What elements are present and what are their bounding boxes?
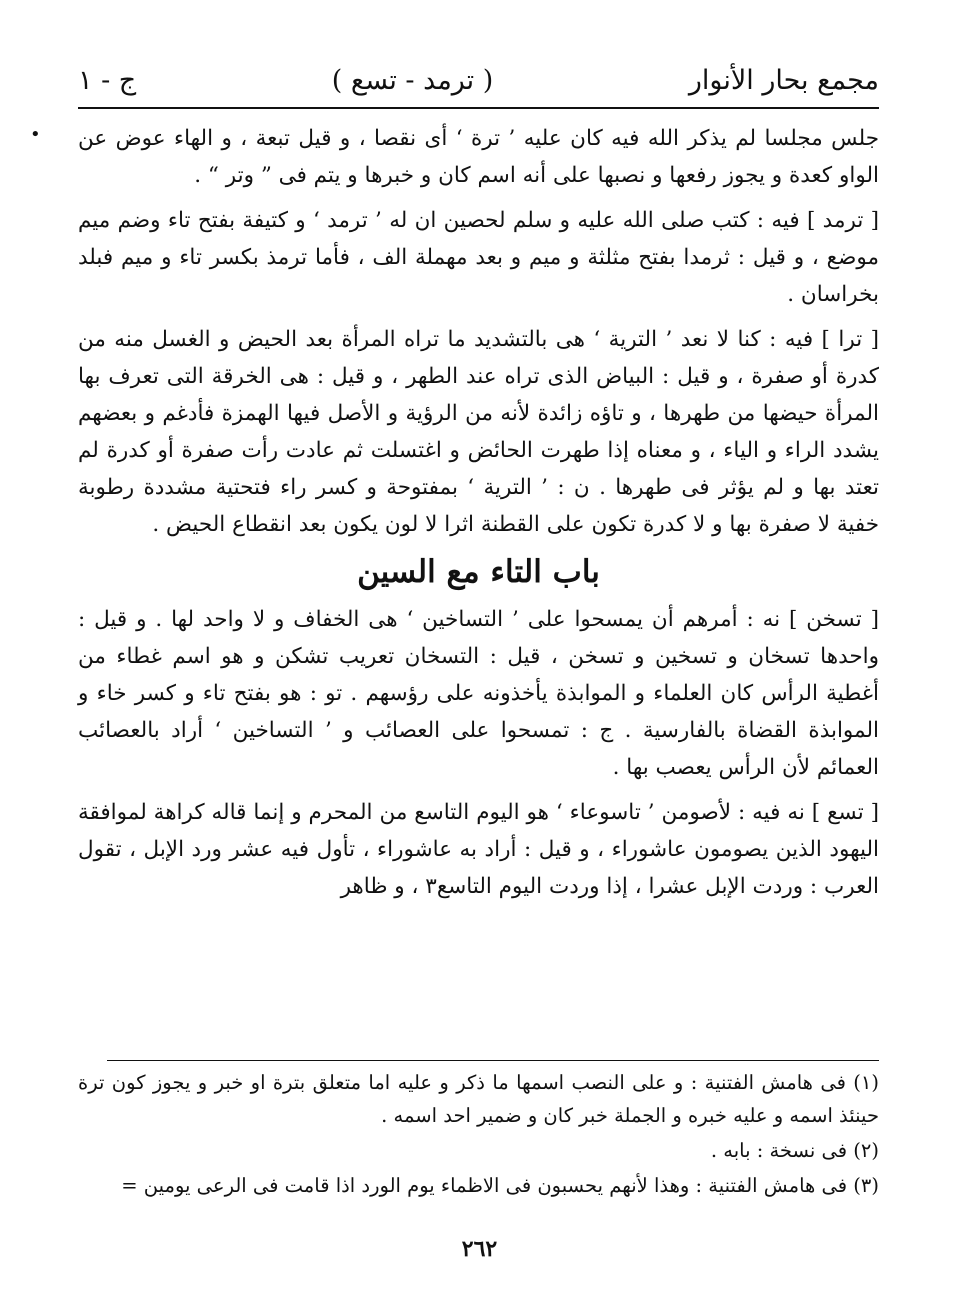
paragraph-taskhan: [ تسخن ] نه : أمرهم أن يمسحوا على ’ التساخين ‘ هى الخفاف و لا واحد لها . و قيل : واحدها تسخان و تسخين و تسخن ، قيل : التسخان تعريب تشكن و هو اسم غطاء من أغطية الرأس كان العلماء و الموابذة يأخذونه على رؤسهم . تو : هو بفتح تاء و كسر خاء و الموابذة القضاة بالفارسية . ج : تمسحوا على العصائب و ’ التساخين ‘ أراد بالعصائب العمائم لأن الرأس يعصب بها . [78,607,879,780]
paragraph-tara: [ ترا ] فيه : كنا لا نعد ’ الترية ‘ هى بالتشديد ما تراه المرأة بعد الحيض و الغسل منه من كدرة أو صفرة ، و قيل : البياض الذى تراه عند الطهر ، و قيل : هى الخرقة التى تعرف بها المرأة حيضها من طهرها ، و تاؤه زائدة لأنه من الرؤية و الأصل فيها الهمزة فأدغم و بعضهم يشدد الراء و الياء ، و معناه إذا طهرت الحائض و اغتسلت ثم عادت رأت صفرة أو كدرة لم تعتد بها و لم يؤثر فى طهرها . ن : ’ الترية ‘ بمفتوحة و كسر راء فتحتية مشددة رطوبة خفية لا صفرة بها و لا كدرة تكون على القطنة اثرا لا لون يكون بعد انقطاع الحيض . [78,327,879,537]
footnote-2: (٢) فى نسخة : بابه . [710,1139,879,1162]
footnote-1: (١) فى هامش الفتنية : و على النصب اسمها ما ذكر و عليه اما متعلق بترة او خبر و يجوز كون ترة حينئذ اسمه و عليه خبره و الجملة خبر كان و ضمير احد اسمه . [78,1071,879,1127]
header-rule [78,107,879,109]
footnote-rule [107,1060,879,1061]
running-header [78,58,879,102]
footnote-3: (٣) فى هامش الفتنية : وهذا لأنهم يحسبون فى الاظماء يوم الورد اذا قامت فى الرعى يومين = [121,1174,879,1197]
section-range: ( ترمد - تسع ) [331,64,494,96]
footnotes [78,1066,879,1204]
paragraph-tarah: جلس مجلسا لم يذكر الله فيه كان عليه ’ ترة ‘ أى نقصا ، و قيل تبعة ، و الهاء عوض عن الواو كعدة و يجوز رفعها و نصبها على أنه اسم كان و خبرها و يتم فى ” وتر “ . [78,126,879,188]
volume-label: ج - ١ [78,64,137,96]
margin-mark: • [30,124,41,145]
book-title: مجمع بحار الأنوار [688,64,879,96]
paragraph-tarmad: [ ترمد ] فيه : كتب صلى الله عليه و سلم لحصين ان له ’ ترمد ‘ و كتيفة بفتح تاء وضم ميم موضع ، و قيل : ثرمدا بفتح مثلثة و ميم و بعد مهملة الف ، فأما ترمذ بكسر تاء و ميم فبلد بخراسان . [78,208,879,307]
section-heading: باب التاء مع السين [357,554,600,590]
page-number: ٢٦٢ [461,1236,498,1262]
paragraph-tasa: [ تسع ] نه فيه : لأصومن ’ تاسوعاء ‘ هو اليوم التاسع من المحرم و إنما قاله كراهة لموافقة اليهود الذين يصومون عاشوراء ، و قيل : أراد به عاشوراء ، تأول فيه عشر ورد الإبل ، تقول العرب : وردت الإبل عشرا ، إذا وردت اليوم التاسع٣ ، و ظاهر [78,800,879,899]
main-text [78,120,879,913]
